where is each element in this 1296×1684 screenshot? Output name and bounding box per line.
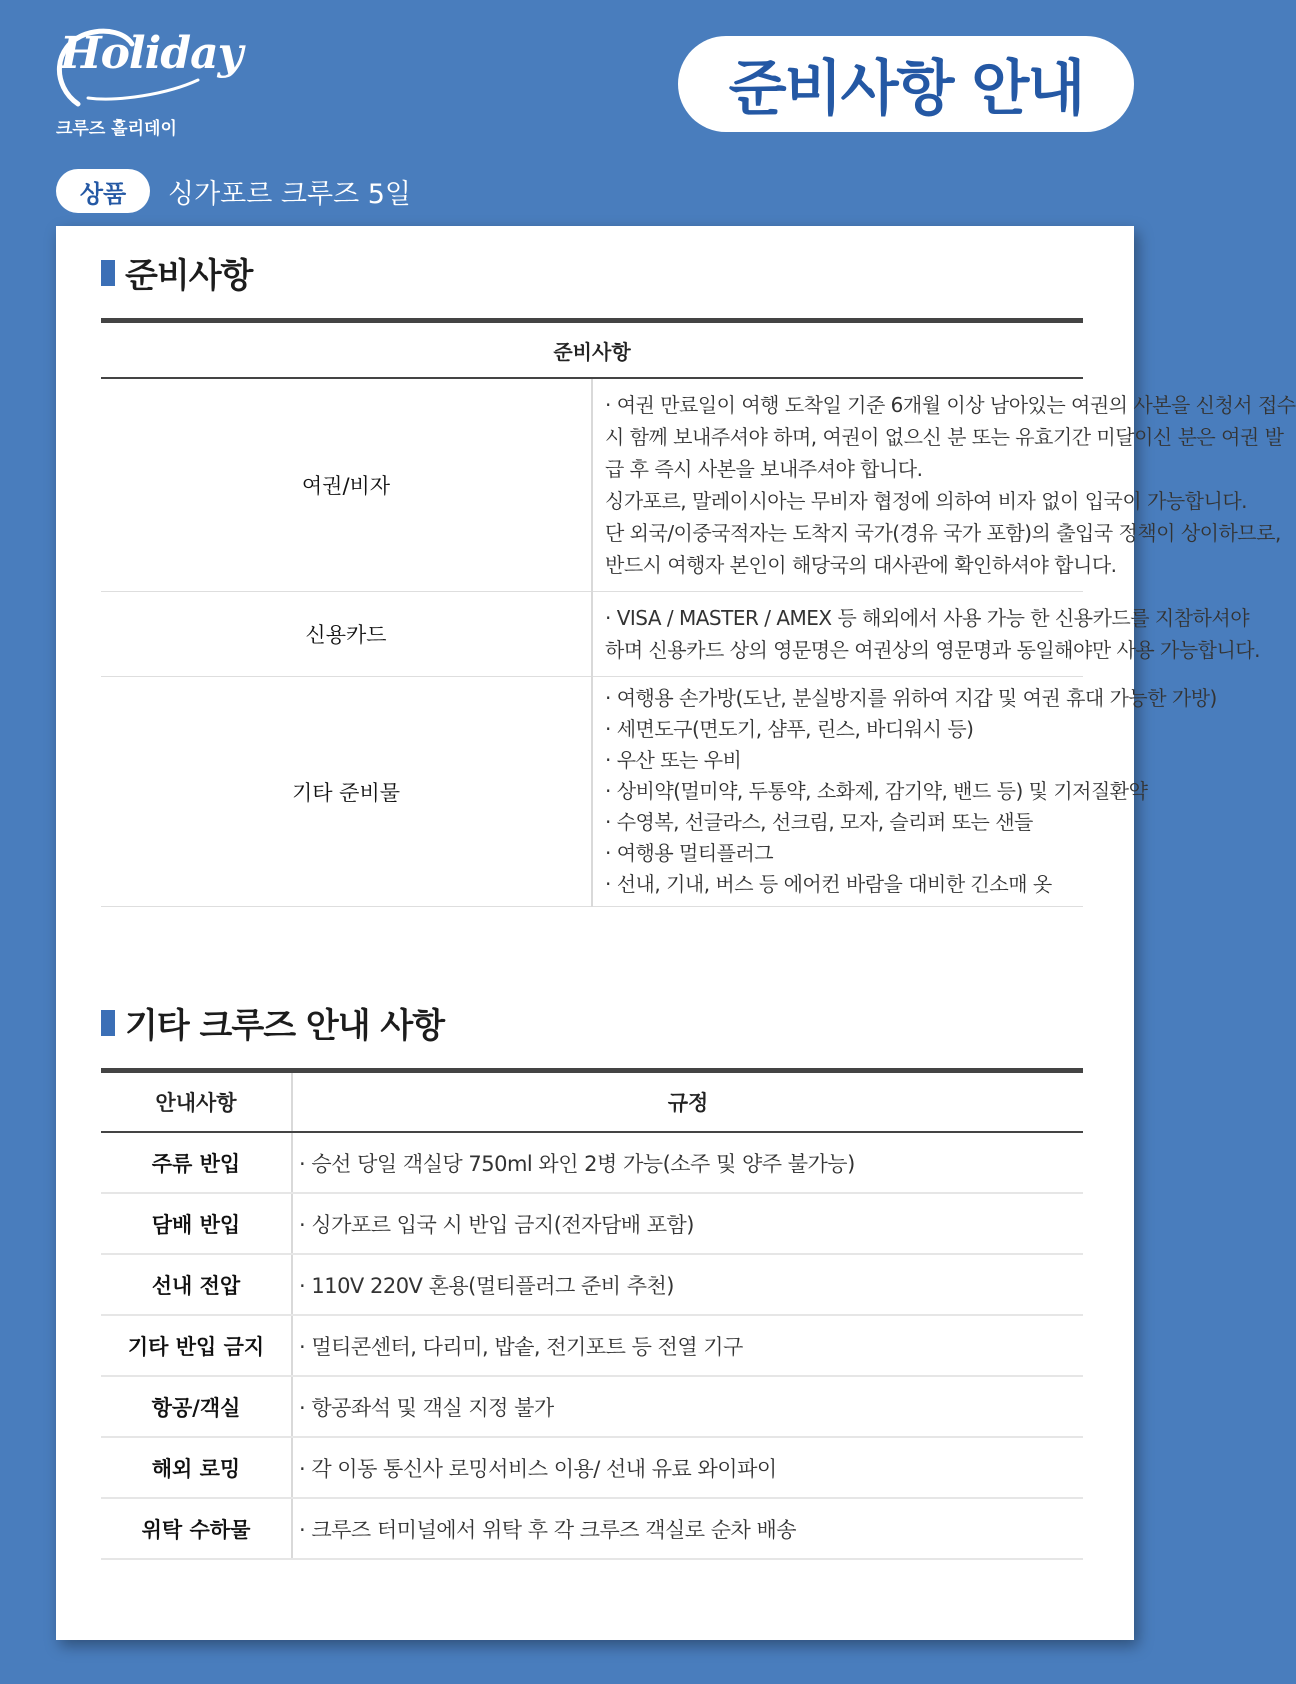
row-label: 항공/객실 xyxy=(101,1376,292,1437)
table-row xyxy=(101,677,1083,907)
table-row xyxy=(101,1315,1083,1376)
product-badge: 상품 xyxy=(56,169,150,213)
row-content xyxy=(592,378,1296,592)
row-label: 신용카드 xyxy=(101,592,592,677)
text-line: · 상비약(멀미약, 두통약, 소화제, 감기약, 밴드 등) 및 기저질환약 xyxy=(605,779,1148,803)
text-line: 단 외국/이중국적자는 도착지 국가(경유 국가 포함)의 출입국 정책이 상이하므로, xyxy=(605,521,1281,545)
row-content: · 멀티콘센터, 다리미, 밥솥, 전기포트 등 전열 기구 xyxy=(292,1315,1083,1376)
table-row xyxy=(101,378,1083,592)
text-line: 하며 신용카드 상의 영문명은 여권상의 영문명과 동일해야만 사용 가능합니다. xyxy=(605,638,1260,662)
table-row xyxy=(101,1376,1083,1437)
logo-text: Holiday xyxy=(60,28,243,79)
cruise-info-table xyxy=(101,1068,1083,1560)
section-title: 기타 크루즈 안내 사항 xyxy=(125,1006,445,1046)
row-content: · 110V 220V 혼용(멀티플러그 준비 추천) xyxy=(292,1254,1083,1315)
table-row xyxy=(101,1132,1083,1193)
table-row xyxy=(101,592,1083,677)
product-name: 싱가포르 크루즈 5일 xyxy=(168,178,411,210)
content-card xyxy=(56,226,1296,1640)
table-header: 준비사항 xyxy=(101,321,1083,379)
row-label: 해외 로밍 xyxy=(101,1437,292,1498)
row-label: 기타 반입 금지 xyxy=(101,1315,292,1376)
row-content xyxy=(592,592,1260,677)
section-title: 준비사항 xyxy=(125,256,253,296)
text-line: 싱가포르, 말레이시아는 무비자 협정에 의하여 비자 없이 입국이 가능합니다. xyxy=(605,489,1247,513)
row-label: 주류 반입 xyxy=(101,1132,292,1193)
column-header: 규정 xyxy=(292,1071,1083,1133)
product-row xyxy=(56,168,411,214)
row-label: 여권/비자 xyxy=(101,378,592,592)
text-line: · 여행용 멀티플러그 xyxy=(605,841,774,865)
column-header: 안내사항 xyxy=(101,1071,292,1133)
text-line: 시 함께 보내주셔야 하며, 여권이 없으신 분 또는 유효기간 미달이신 분은 여권 발 xyxy=(605,425,1284,449)
row-content xyxy=(592,677,1217,907)
table-row xyxy=(101,1498,1083,1559)
row-label: 담배 반입 xyxy=(101,1193,292,1254)
row-content: · 승선 당일 객실당 750ml 와인 2병 가능(소주 및 양주 불가능) xyxy=(292,1132,1083,1193)
row-content: · 항공좌석 및 객실 지정 불가 xyxy=(292,1376,1083,1437)
section-marker xyxy=(101,1010,115,1036)
text-line: · 우산 또는 우비 xyxy=(605,748,742,772)
row-label: 기타 준비물 xyxy=(101,677,592,907)
section-marker xyxy=(101,260,115,286)
text-line: · VISA / MASTER / AMEX 등 해외에서 사용 가능 한 신용카드를 지참하셔야 xyxy=(605,606,1250,630)
row-content: · 싱가포르 입국 시 반입 금지(전자담배 포함) xyxy=(292,1193,1083,1254)
row-content: · 각 이동 통신사 로밍서비스 이용/ 선내 유료 와이파이 xyxy=(292,1437,1083,1498)
text-line: · 수영복, 선글라스, 선크림, 모자, 슬리퍼 또는 샌들 xyxy=(605,810,1033,834)
page-title: 준비사항 안내 xyxy=(678,36,1134,132)
preparation-table xyxy=(101,318,1296,907)
holiday-logo xyxy=(48,24,243,142)
row-label: 위탁 수하물 xyxy=(101,1498,292,1559)
text-line: · 여권 만료일이 여행 도착일 기준 6개월 이상 남아있는 여권의 사본을 신청서 접수 xyxy=(605,393,1296,417)
row-content: · 크루즈 터미널에서 위탁 후 각 크루즈 객실로 순차 배송 xyxy=(292,1498,1083,1559)
text-line: · 세면도구(면도기, 샴푸, 린스, 바디워시 등) xyxy=(605,717,974,741)
section-preparation-heading xyxy=(101,248,252,297)
text-line: 급 후 즉시 사본을 보내주셔야 합니다. xyxy=(605,457,923,481)
row-label: 선내 전압 xyxy=(101,1254,292,1315)
brand-name: 크루즈 홀리데이 xyxy=(56,119,177,139)
table-row xyxy=(101,1193,1083,1254)
text-line: · 여행용 손가방(도난, 분실방지를 위하여 지갑 및 여권 휴대 가능한 가방) xyxy=(605,686,1217,710)
section-cruise-info-heading xyxy=(101,998,444,1047)
text-line: 반드시 여행자 본인이 해당국의 대사관에 확인하셔야 합니다. xyxy=(605,553,1117,577)
text-line: · 선내, 기내, 버스 등 에어컨 바람을 대비한 긴소매 옷 xyxy=(605,872,1052,896)
table-row xyxy=(101,1254,1083,1315)
table-row xyxy=(101,1437,1083,1498)
